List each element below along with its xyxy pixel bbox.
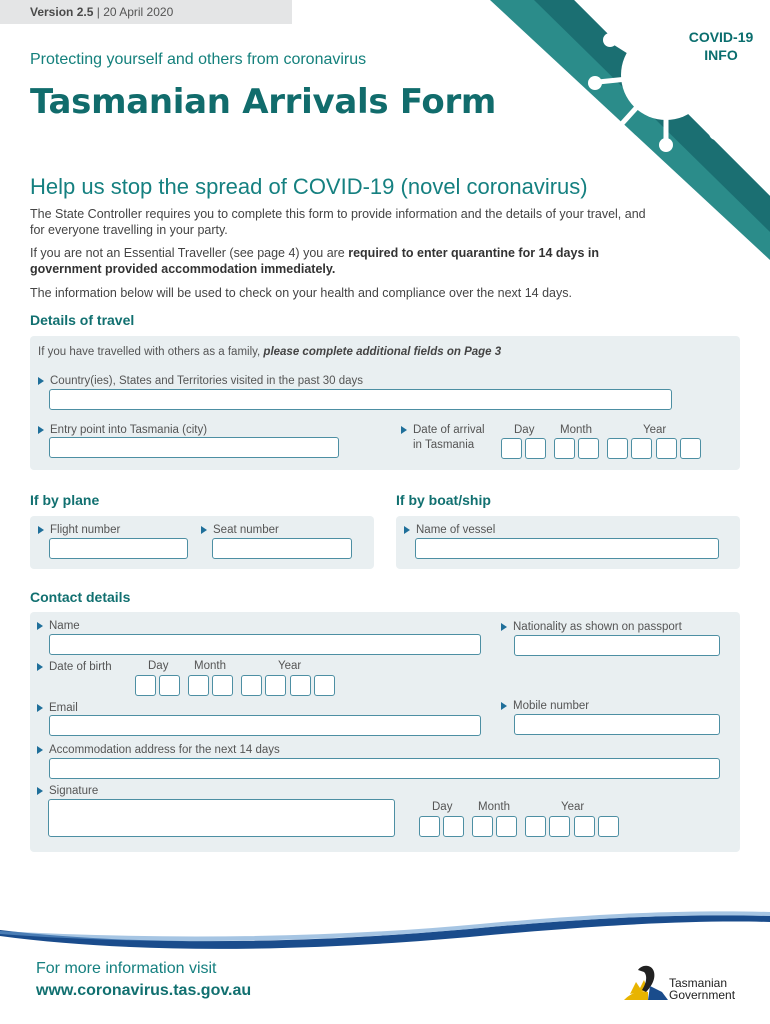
mobile-label bbox=[501, 699, 589, 714]
bullet-arrow-icon bbox=[37, 663, 43, 671]
countries-label bbox=[38, 374, 363, 389]
arrival-date-label bbox=[401, 423, 485, 453]
footer-url-link[interactable]: www.coronavirus.tas.gov.au bbox=[36, 982, 252, 999]
bullet-arrow-icon bbox=[37, 787, 43, 795]
signature-label bbox=[37, 784, 98, 799]
countries-label-text: Country(ies), States and Territories visited in the past 30 days bbox=[50, 375, 363, 387]
bullet-arrow-icon bbox=[37, 746, 43, 754]
dob-day-label: Day bbox=[148, 660, 169, 672]
nationality-field[interactable] bbox=[514, 635, 720, 656]
signature-month-digit-1[interactable] bbox=[472, 816, 493, 837]
travel-section-heading: Details of travel bbox=[30, 312, 135, 328]
dob-year-digit-4[interactable] bbox=[314, 675, 335, 696]
covid-info-line1: COVID-19 bbox=[688, 29, 754, 45]
signature-day-digit-1[interactable] bbox=[419, 816, 440, 837]
arrival-day-digit-1[interactable] bbox=[501, 438, 522, 459]
dob-year-label: Year bbox=[278, 660, 302, 672]
arrival-year-digit-3[interactable] bbox=[656, 438, 677, 459]
version-tab bbox=[0, 0, 292, 24]
arrival-date-label-line2: in Tasmania bbox=[413, 439, 475, 451]
signature-year-digit-4[interactable] bbox=[598, 816, 619, 837]
mobile-field[interactable] bbox=[514, 714, 720, 735]
intro-paragraph-3: The information below will be used to check on your health and compliance over the next 14 days. bbox=[30, 286, 572, 300]
footer-wave bbox=[0, 900, 770, 950]
arrival-year-digit-1[interactable] bbox=[607, 438, 628, 459]
signature-year-digit-2[interactable] bbox=[549, 816, 570, 837]
accommodation-label bbox=[37, 743, 280, 758]
countries-field[interactable] bbox=[49, 389, 672, 410]
name-field[interactable] bbox=[49, 634, 481, 655]
footer-info-text: For more information visit bbox=[36, 960, 217, 977]
seat-number-field[interactable] bbox=[212, 538, 352, 559]
email-label bbox=[37, 701, 78, 716]
version-date: 20 April 2020 bbox=[103, 5, 174, 19]
bullet-arrow-icon bbox=[201, 526, 207, 534]
tasmanian-government-logo-icon bbox=[622, 962, 672, 1002]
dob-year-digit-2[interactable] bbox=[265, 675, 286, 696]
bullet-arrow-icon bbox=[501, 702, 507, 710]
vessel-name-label-text: Name of vessel bbox=[416, 524, 496, 536]
accommodation-field[interactable] bbox=[49, 758, 720, 779]
covid-info-badge bbox=[686, 28, 756, 64]
vessel-name-field[interactable] bbox=[415, 538, 719, 559]
bullet-arrow-icon bbox=[37, 704, 43, 712]
dob-year-digit-1[interactable] bbox=[241, 675, 262, 696]
seat-number-label-text: Seat number bbox=[213, 524, 279, 536]
contact-panel bbox=[30, 612, 740, 852]
nationality-label bbox=[501, 620, 682, 635]
signature-year-digit-1[interactable] bbox=[525, 816, 546, 837]
arrival-year-digit-2[interactable] bbox=[631, 438, 652, 459]
intro-paragraph-2-emphasis: required to enter quarantine for 14 days in government provided accommodation immediately. bbox=[30, 246, 599, 276]
dob-month-label: Month bbox=[194, 660, 226, 672]
family-note-text: If you have travelled with others as a family, bbox=[38, 346, 264, 358]
arrival-year-label: Year bbox=[643, 424, 667, 436]
signature-month-digit-2[interactable] bbox=[496, 816, 517, 837]
plane-section-heading: If by plane bbox=[30, 492, 100, 508]
contact-section-heading: Contact details bbox=[30, 589, 131, 605]
arrival-year-digit-4[interactable] bbox=[680, 438, 701, 459]
intro-paragraph-2-text: If you are not an Essential Traveller (see page 4) you are bbox=[30, 246, 349, 260]
plane-panel bbox=[30, 516, 374, 569]
nationality-label-text: Nationality as shown on passport bbox=[513, 621, 682, 633]
name-label bbox=[37, 619, 80, 634]
flight-number-label bbox=[38, 523, 120, 538]
covid-info-line2: INFO bbox=[704, 47, 738, 63]
seat-number-label bbox=[201, 523, 279, 538]
bullet-arrow-icon bbox=[37, 622, 43, 630]
email-field[interactable] bbox=[49, 715, 481, 736]
bullet-arrow-icon bbox=[404, 526, 410, 534]
name-label-text: Name bbox=[49, 620, 80, 632]
family-note bbox=[38, 346, 501, 358]
bullet-arrow-icon bbox=[501, 623, 507, 631]
dob-label-text: Date of birth bbox=[49, 661, 112, 673]
dob-day-digit-2[interactable] bbox=[159, 675, 180, 696]
tasmanian-government-logo-text bbox=[669, 977, 735, 1001]
arrival-day-digit-2[interactable] bbox=[525, 438, 546, 459]
arrival-month-digit-2[interactable] bbox=[578, 438, 599, 459]
logo-text-line1: Tasmanian bbox=[669, 976, 728, 990]
mobile-label-text: Mobile number bbox=[513, 700, 590, 712]
boat-panel bbox=[396, 516, 740, 569]
intro-paragraph-1: The State Controller requires you to complete this form to provide information and the details of your travel, and for everyone travelling in your party. bbox=[30, 207, 646, 237]
arrival-date-label-line1: Date of arrival bbox=[413, 424, 485, 436]
bullet-arrow-icon bbox=[38, 526, 44, 534]
flight-number-field[interactable] bbox=[49, 538, 188, 559]
dob-label bbox=[37, 660, 112, 675]
arrival-month-label: Month bbox=[560, 424, 592, 436]
signature-year-digit-3[interactable] bbox=[574, 816, 595, 837]
arrival-month-digit-1[interactable] bbox=[554, 438, 575, 459]
arrival-day-label: Day bbox=[514, 424, 535, 436]
dob-day-digit-1[interactable] bbox=[135, 675, 156, 696]
entry-point-label bbox=[38, 423, 207, 438]
bullet-arrow-icon bbox=[38, 426, 44, 434]
travel-panel bbox=[30, 336, 740, 470]
intro-paragraph-2 bbox=[30, 245, 650, 277]
boat-section-heading: If by boat/ship bbox=[396, 492, 491, 508]
version-separator: | bbox=[96, 5, 100, 19]
logo-text-line2: Government bbox=[669, 988, 736, 1002]
entry-point-field[interactable] bbox=[49, 437, 339, 458]
signature-month-label: Month bbox=[478, 801, 510, 813]
entry-point-label-text: Entry point into Tasmania (city) bbox=[50, 424, 208, 436]
dob-year-digit-3[interactable] bbox=[290, 675, 311, 696]
tagline: Protecting yourself and others from coronavirus bbox=[30, 51, 367, 68]
dob-month-digit-1[interactable] bbox=[188, 675, 209, 696]
vessel-name-label bbox=[404, 523, 495, 538]
help-heading: Help us stop the spread of COVID-19 (novel coronavirus) bbox=[30, 174, 588, 199]
signature-day-digit-2[interactable] bbox=[443, 816, 464, 837]
signature-year-label: Year bbox=[561, 801, 585, 813]
signature-day-label: Day bbox=[432, 801, 453, 813]
dob-month-digit-2[interactable] bbox=[212, 675, 233, 696]
bullet-arrow-icon bbox=[401, 426, 407, 434]
flight-number-label-text: Flight number bbox=[50, 524, 121, 536]
version-number: Version 2.5 bbox=[30, 5, 94, 19]
signature-field[interactable] bbox=[48, 799, 395, 837]
bullet-arrow-icon bbox=[38, 377, 44, 385]
email-label-text: Email bbox=[49, 702, 78, 714]
page-title: Tasmanian Arrivals Form bbox=[30, 82, 497, 122]
family-note-link: please complete additional fields on Page 3 bbox=[263, 346, 502, 358]
signature-label-text: Signature bbox=[49, 785, 99, 797]
accommodation-label-text: Accommodation address for the next 14 days bbox=[49, 744, 280, 756]
